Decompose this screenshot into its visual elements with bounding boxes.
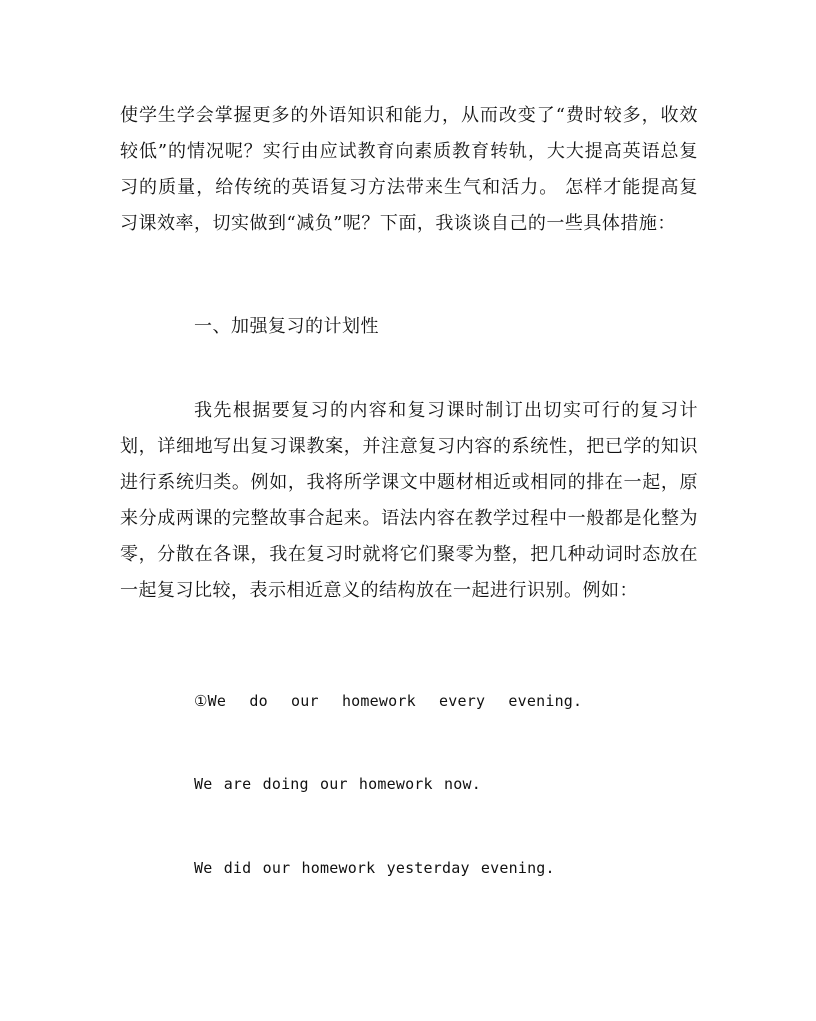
section-heading: 一、加强复习的计划性 xyxy=(194,316,379,337)
example-sentence-present: ①We do our homework every evening. xyxy=(194,692,583,710)
body-paragraph-intro: 使学生学会掌握更多的外语知识和能力，从而改变了“费时较多，收效较低”的情况呢？实行由应试教育向素质教育转轨，大大提高英语总复习的质量，给传统的英语复习方法带来生气和活力。 怎样才能提高复习课效率，切实做到“减负”呢？下面，我谈谈自己的一些具体措施： xyxy=(120,105,698,234)
example-sentence-past: We did our homework yesterday evening. xyxy=(194,859,555,877)
example-sentence-progressive: We are doing our homework now. xyxy=(194,775,481,793)
body-paragraph-plan: 我先根据要复习的内容和复习课时制订出切实可行的复习计划，详细地写出复习课教案，并注意复习内容的系统性，把已学的知识进行系统归类。例如，我将所学课文中题材相近或相同的排在一起，原来分成两课的完整故事合起来。语法内容在教学过程中一般都是化整为零，分散在各课，我在复习时就将它们聚零为整，把几种动词时态放在一起复习比较，表示相近意义的结构放在一起进行识别。例如： xyxy=(120,400,698,601)
